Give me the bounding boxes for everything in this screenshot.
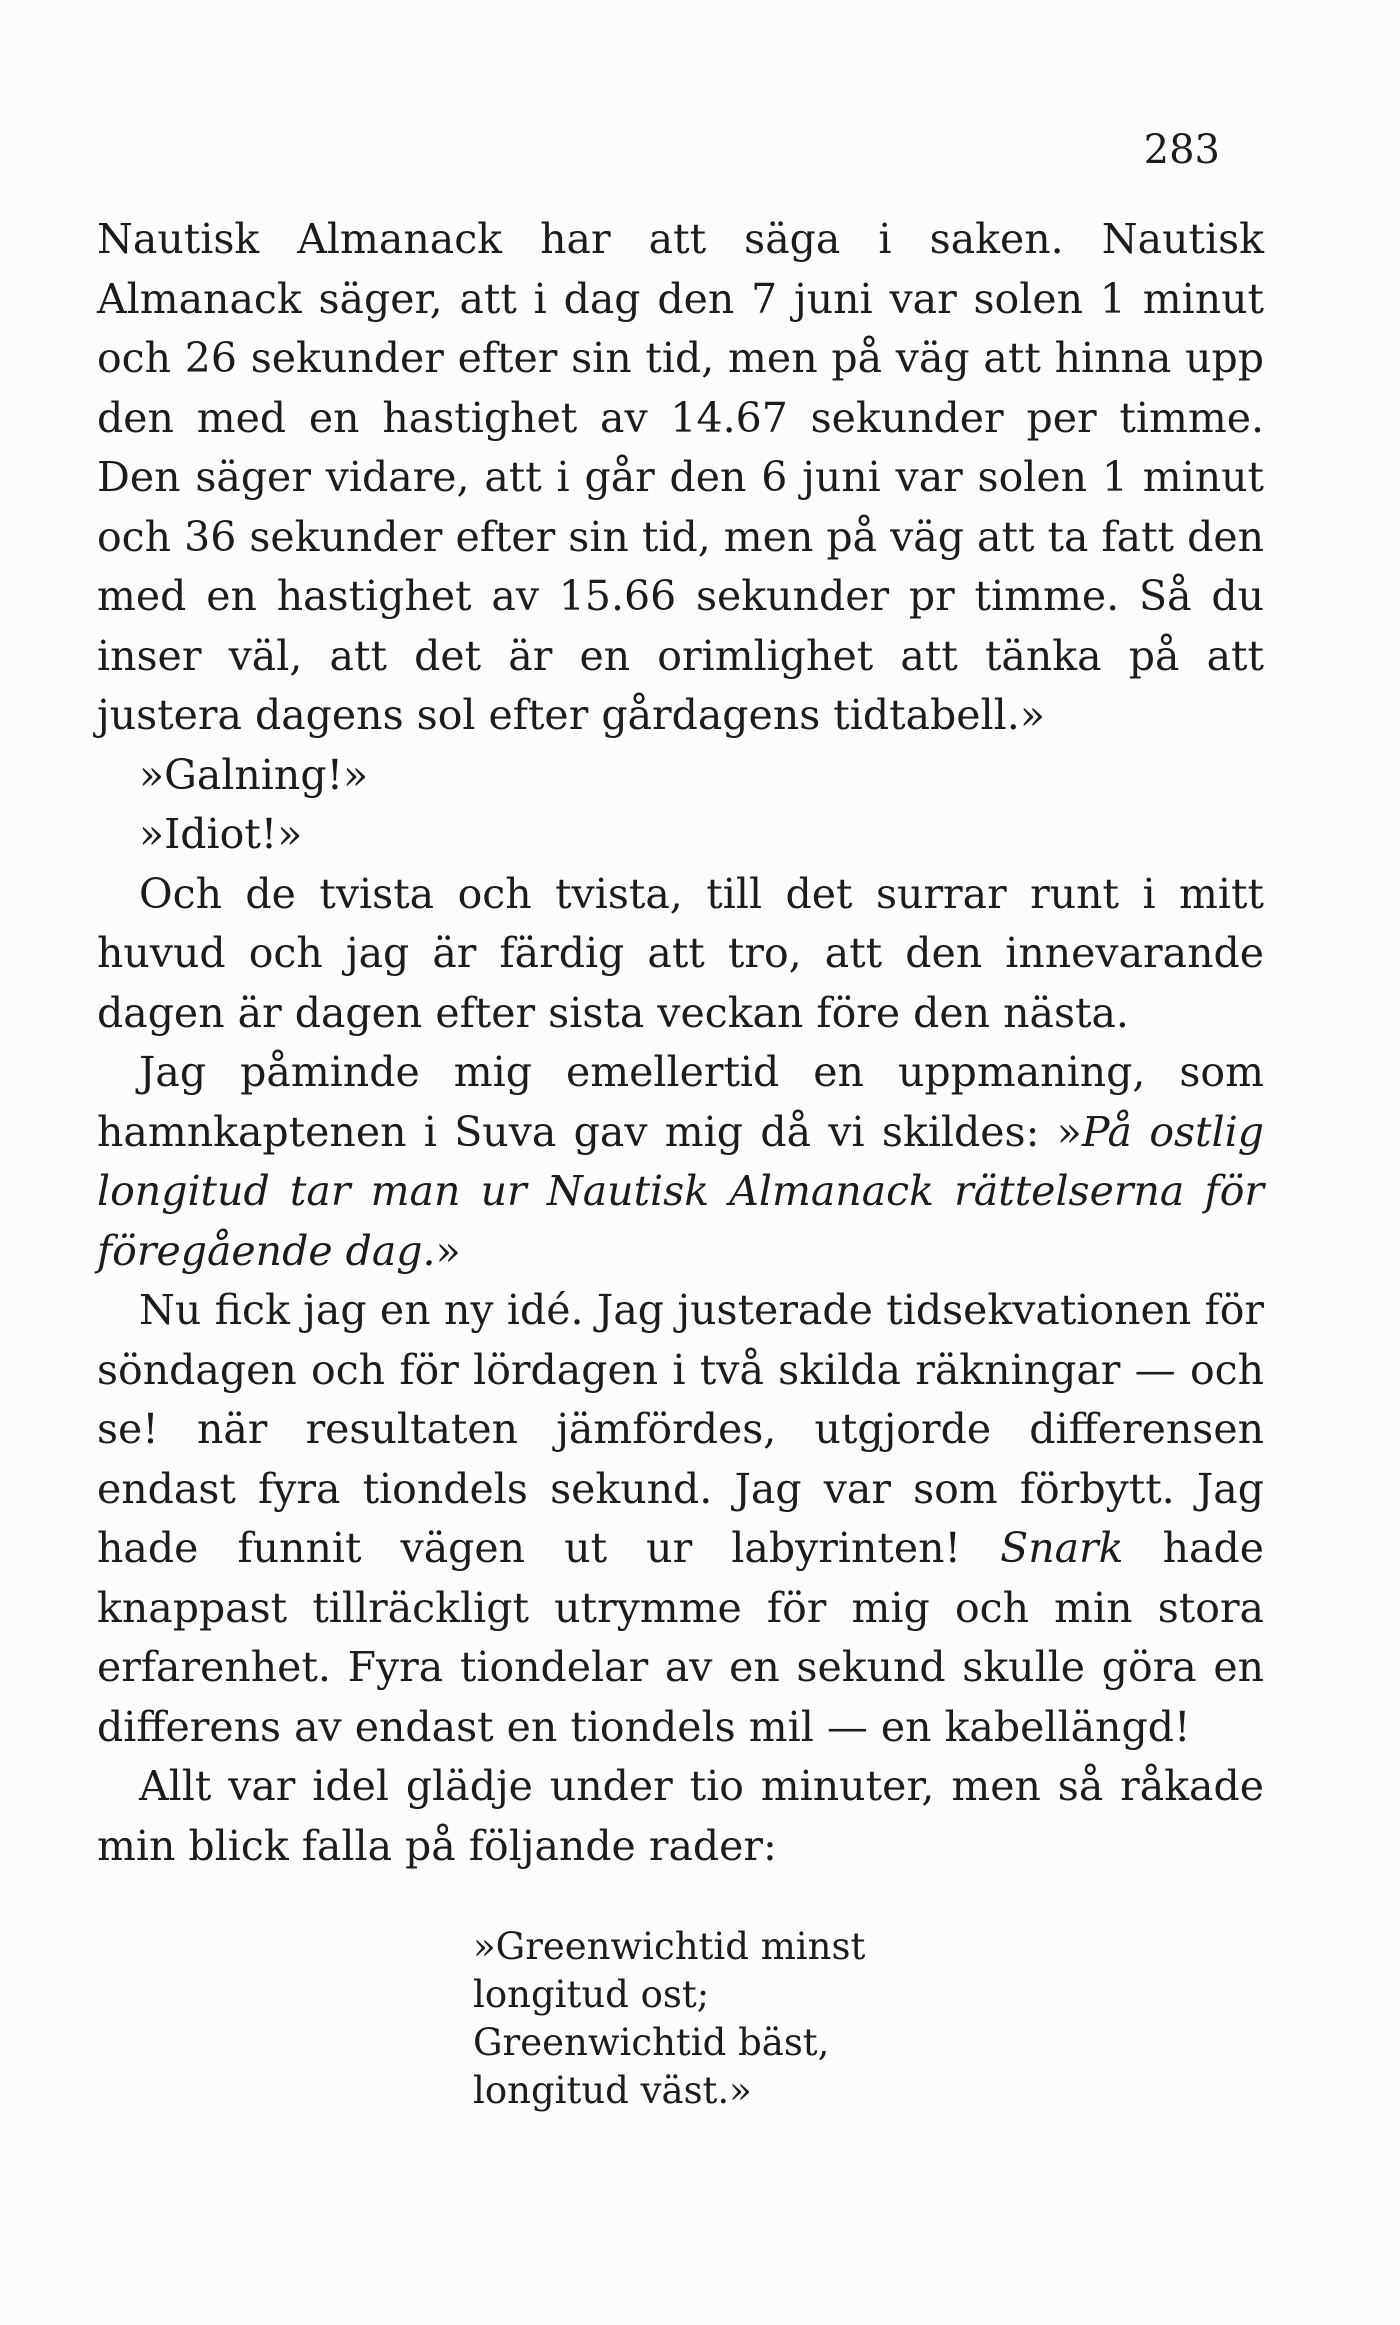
text-segment: hade knappast tillräckligt utrymme för mig och min stora erfarenhet. Fyra tiondelar av en sekund skulle göra en differens av endast en tiondels mil — en kabellängd! (97, 1524, 1264, 1751)
paragraph (97, 805, 1264, 865)
verse-line: »Greenwichtid minst (473, 1925, 866, 1968)
verse-line: longitud väst.» (473, 2069, 752, 2112)
text-segment: »Idiot!» (139, 810, 303, 858)
text-segment: Allt var idel glädje under tio minuter, men så råkade min blick falla på följande rader: (97, 1762, 1264, 1870)
text-segment: Nu fick jag en ny idé. Jag justerade tidsekvationen för söndagen och för lördagen i två skilda räkningar — och se! när resultaten jämfördes, utgjorde differensen endast fyra tiondels sekund. Jag var som förbytt. Jag hade funnit vägen ut ur labyrinten! (97, 1286, 1264, 1572)
text-segment: Jag påminde mig emellertid en uppmaning, som hamnkaptenen i Suva gav mig då vi skildes: » (97, 1048, 1264, 1156)
paragraph (97, 1757, 1264, 1876)
italic-text: På ostlig longitud tar man ur Nautisk Almanack rättelserna för föregående dag. (97, 1107, 1264, 1275)
page-number: 283 (1143, 127, 1220, 173)
text-segment: » (435, 1226, 461, 1275)
paragraph (97, 746, 1264, 806)
paragraph (97, 865, 1264, 1044)
text-segment: Nautisk Almanack har att säga i saken. Nautisk Almanack säger, att i dag den 7 juni var solen 1 minut och 26 sekunder efter sin tid, men på väg att hinna upp den med en hastighet av 14.67 sekunder per timme. Den säger vidare, att i går den 6 juni var solen 1 minut och 36 sekunder efter sin tid, men på väg att ta fatt den med en hastighet av 15.66 sekunder pr timme. Så du inser väl, att det är en orimlighet att tänka på att justera dagens sol efter gårdagens tidtabell.» (97, 215, 1264, 739)
text-segment: Och de tvista och tvista, till det surrar runt i mitt huvud och jag är färdig att tro, att den innevarande dagen är dagen efter sista veckan före den nästa. (97, 869, 1264, 1037)
text-segment: »Galning!» (139, 750, 369, 799)
verse-quote (473, 1923, 865, 2115)
italic-text: Snark (1000, 1524, 1124, 1572)
body-text (97, 210, 1264, 1876)
paragraph (97, 210, 1264, 746)
paragraph (97, 1043, 1264, 1281)
paragraph (97, 1281, 1264, 1757)
verse-line: longitud ost; (473, 1973, 710, 2016)
verse-line: Greenwichtid bäst, (473, 2021, 830, 2064)
